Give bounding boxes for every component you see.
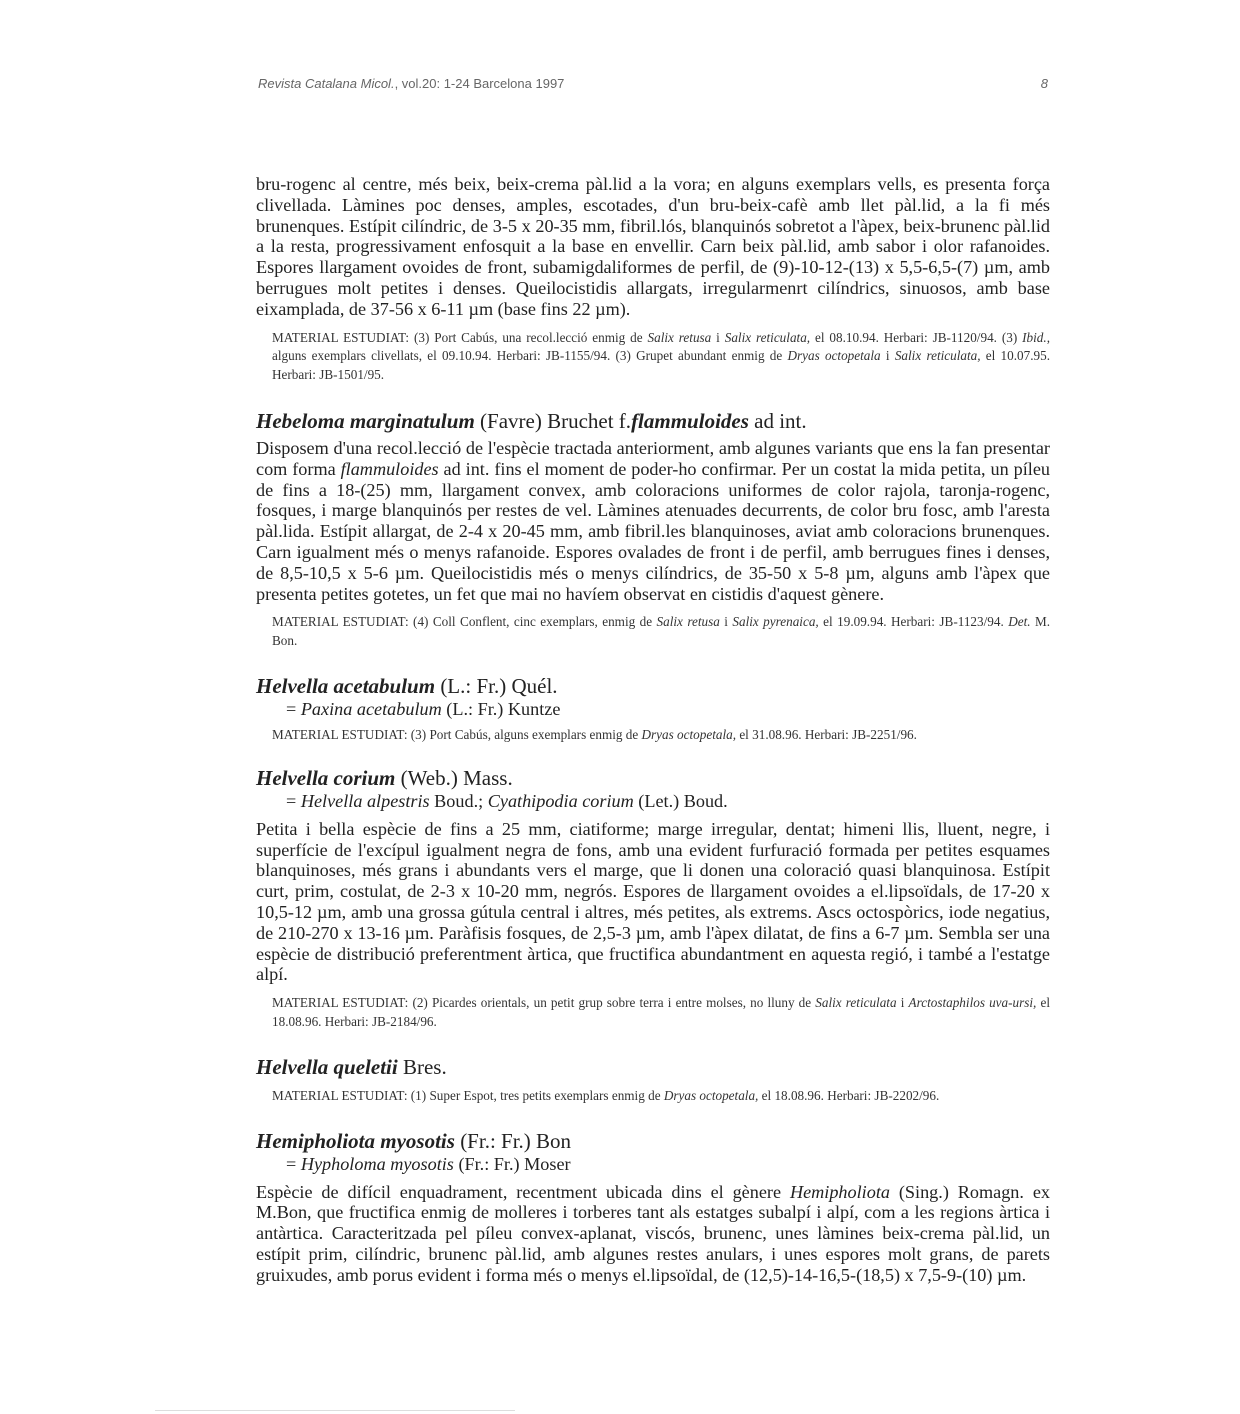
material-studied: MATERIAL ESTUDIAT: (3) Port Cabús, alguns exemplars enmig de Dryas octopetala, el 31.08.96. Herbari: JB-2251/96.	[272, 726, 917, 742]
journal-name: Revista Catalana Micol.	[258, 76, 395, 91]
species-description: Espècie de difícil enquadrament, recentment ubicada dins el gènere Hemipholiota (Sing.) Romagn. ex M.Bon, que fructifica enmig de molleres i torberes tant als estatges subalpí i alpí, com a les regions àrtica i antàrtica. Caracteritzada pel píleu convex-aplanat, viscós, brunenc, unes làmines beix-crema pàl.lid, un estípit prim, cilíndric, brunenc pàl.lid, amb algunes restes anulars, i unes espores molt grans, de parets gruixudes, amb porus evident i forma més o menys el.lipsoïdal, de (12,5)-14-16,5-(18,5) x 7,5-9-(10) µm.	[256, 1181, 1050, 1285]
scan-artifact-line	[155, 1410, 515, 1411]
material-studied: MATERIAL ESTUDIAT: (1) Super Espot, tres petits exemplars enmig de Dryas octopetala, el 18.08.96. Herbari: JB-2202/96.	[272, 1087, 940, 1103]
running-header	[258, 76, 1048, 91]
synonym: = Hypholoma myosotis (Fr.: Fr.) Moser	[286, 1153, 571, 1174]
journal-volume: , vol.20: 1-24 Barcelona 1997	[394, 76, 565, 91]
continued-description: bru-rogenc al centre, més beix, beix-crema pàl.lid a la vora; en alguns exemplars vells, es presenta força clivellada. Làmines poc denses, amples, escotades, d'un bru-beix-cafè amb llet pàl.lid, a la fi més brunenques. Estípit cilíndric, de 3-5 x 20-35 mm, fibril.lós, blanquinós sobretot a l'àpex, beix-brunenc pàl.lid a la resta, progressivament enfosquit a la base en envellir. Carn beix pàl.lid, amb sabor i olor rafanoides. Espores llargament ovoides de front, subamigdaliformes de perfil, de (9)-10-12-(13) x 5,5-6,5-(7) µm, amb berrugues molt petites i denses. Queilocistidis allargats, irregularmenrt cilíndrics, sinuosos, amb base eixamplada, de 37-56 x 6-11 µm (base fins 22 µm).	[256, 174, 1050, 319]
synonym: = Helvella alpestris Boud.; Cyathipodia corium (Let.) Boud.	[286, 790, 728, 811]
species-heading: Hemipholiota myosotis (Fr.: Fr.) Bon	[256, 1128, 572, 1153]
species-description: Disposem d'una recol.lecció de l'espècie tractada anteriorment, amb algunes variants que ens la fan presentar com forma flammuloides ad int. fins el moment de poder-ho confirmar. Per un costat la mida petita, un píleu de fins a 18-(25) mm, llargament convex, amb coloracions uniformes de color rajola, taronja-rogenc, fosques, i marge blanquinós per restes de vel. Làmines atenuades decurrents, de color bru fosc, amb l'aresta pàl.lida. Estípit allargat, de 2-4 x 20-45 mm, amb fibril.les blanquinoses, aviat amb coloracions brunenques. Carn igualment més o menys rafanoide. Espores ovalades de front i de perfil, amb berrugues fines i denses, de 8,5-10,5 x 5-6 µm. Queilocistidis més o menys cilíndrics, de 35-50 x 5-8 µm, alguns amb l'àpex que presenta petites gotetes, un fet que mai no havíem observat en cistidis d'aquest gènere.	[256, 437, 1050, 604]
page-number: 8	[1040, 76, 1048, 91]
article-body	[256, 174, 1050, 1285]
material-studied: MATERIAL ESTUDIAT: (4) Coll Conflent, cinc exemplars, enmig de Salix retusa i Salix pyrenaica, el 19.09.94. Herbari: JB-1123/94. Det. M. Bon.	[272, 614, 1050, 649]
species-heading: Helvella corium (Web.) Mass.	[256, 765, 513, 790]
species-heading: Helvella acetabulum (L.: Fr.) Quél.	[256, 673, 558, 698]
material-studied: MATERIAL ESTUDIAT: (2) Picardes orientals, un petit grup sobre terra i entre molses, no lluny de Salix reticulata i Arctostaphilos uva-ursi, el 18.08.96. Herbari: JB-2184/96.	[272, 995, 1050, 1029]
synonym: = Paxina acetabulum (L.: Fr.) Kuntze	[286, 698, 561, 719]
species-description: Petita i bella espècie de fins a 25 mm, ciatiforme; marge irregular, dentat; himeni llis, lluent, negre, i superfície de l'excípul igualment negra de fons, amb una evident furfuració formada per petites esquames blanquinoses, més grans i abundants vers el marge, que li donen una coloració quasi blanquinosa. Estípit curt, prim, costulat, de 2-3 x 10-20 mm, negrós. Espores de llargament ovoides a el.lipsoïdals, de 17-20 x 10,5-12 µm, amb una grossa gútula central i altres, més petites, als extrems. Ascs octospòrics, iode negatius, de 210-270 x 13-16 µm. Paràfisis fosques, de 2,5-3 µm, amb l'àpex dilatat, de fins a 6-7 µm. Sembla ser una espècie de distribució preferentment àrtica, que fructifica abundantment en aquesta regió, i també a l'estatge alpí.	[256, 818, 1050, 985]
material-studied: MATERIAL ESTUDIAT: (3) Port Cabús, una recol.lecció enmig de Salix retusa i Salix reticulata, el 08.10.94. Herbari: JB-1120/94. (3) Ibid., alguns exemplars clivellats, el 09.10.94. Herbari: JB-1155/94. (3) Grupet abundant enmig de Dryas octopetala i Salix reticulata, el 10.07.95. Herbari: JB-1501/95.	[272, 329, 1050, 383]
species-heading: Helvella queletii Bres.	[256, 1054, 447, 1079]
species-heading: Hebeloma marginatulum (Favre) Bruchet f.flammuloides ad int.	[256, 408, 807, 433]
